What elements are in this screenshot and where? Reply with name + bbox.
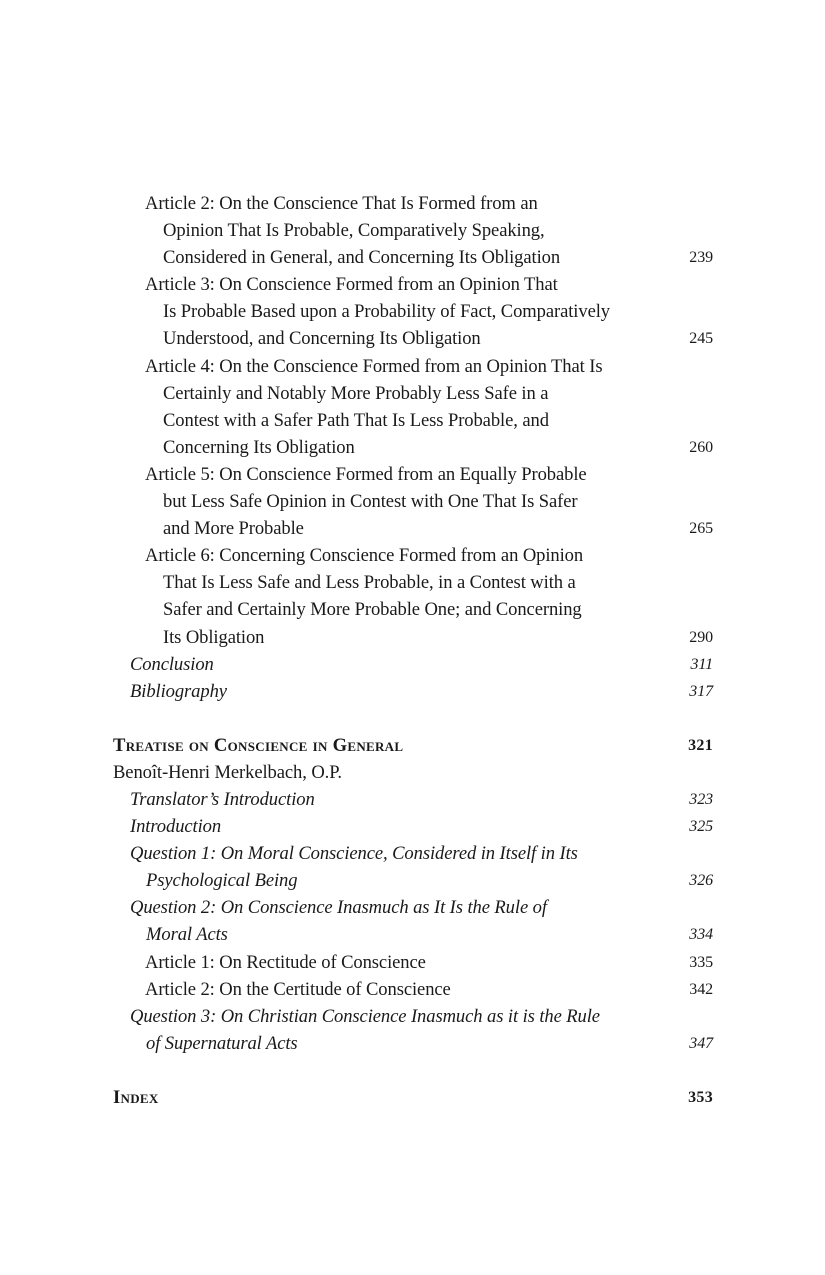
toc-entry-item[interactable]: [0, 840, 825, 894]
toc-entry-article[interactable]: [0, 976, 825, 1003]
toc-page-number: 317: [689, 682, 713, 700]
toc-entry-section[interactable]: [0, 732, 825, 759]
toc-entry-title-continuation: Opinion That Is Probable, Comparatively Speaking,: [163, 220, 545, 242]
toc-page-number: 325: [689, 818, 713, 836]
toc-entry-title: Article 2: On the Conscience That Is Formed from an: [145, 193, 538, 214]
toc-entry-title: Conclusion 311: [0, 651, 825, 678]
toc-entry-title: Article 3: On Conscience Formed from an Opinion That: [145, 274, 558, 296]
toc-page-number: 245: [689, 330, 713, 348]
toc-entry-title: Benoît-Henri Merkelbach, O.P.: [113, 761, 342, 783]
toc-entry-title: Article 6: Concerning Conscience Formed from an Opinion: [145, 545, 584, 567]
toc-entry-title: Question 3: On Christian Conscience Inasmuch as it is the Rule: [130, 1005, 600, 1027]
toc-page-number: 321: [688, 736, 713, 754]
toc-entry-title-continuation: Safer and Certainly More Probable One; and Concerning: [163, 599, 582, 621]
toc-entry-title: Introduction 325: [0, 813, 825, 840]
toc-entry-item[interactable]: [0, 813, 825, 840]
toc-entry-item[interactable]: [0, 651, 825, 678]
toc-entry-title-continuation: Understood, and Concerning Its Obligation 245: [0, 325, 825, 352]
toc-entry-title: Question 2: On Conscience Inasmuch as It Is the Rule of: [130, 897, 547, 919]
toc-entry-title-continuation: Its Obligation 290: [0, 624, 825, 651]
toc-entry-title-continuation: Concerning Its Obligation 260: [0, 434, 825, 461]
toc-page-number: 347: [689, 1034, 713, 1052]
toc-entry-title-continuation: and More Probable 265: [0, 515, 825, 542]
toc-entry-article[interactable]: [0, 271, 825, 352]
toc-entry-section[interactable]: [0, 1084, 825, 1111]
toc-entry-title-continuation: Considered in General, and Concerning Its Obligation 239: [0, 244, 825, 271]
toc-entry-title-continuation: Is Probable Based upon a Probability of Fact, Comparatively: [163, 301, 610, 323]
toc-entry-title-continuation: but Less Safe Opinion in Contest with One That Is Safer: [163, 491, 578, 513]
toc-entry-title: Article 1: On Rectitude of Conscience 335: [0, 949, 825, 976]
toc-entry-section[interactable]: [0, 759, 825, 786]
toc-entry-item[interactable]: [0, 1003, 825, 1057]
toc-entry-title: Article 4: On the Conscience Formed from an Opinion That Is: [145, 355, 603, 377]
section-spacer: [0, 705, 825, 732]
toc-entry-title-continuation: Contest with a Safer Path That Is Less Probable, and: [163, 409, 549, 431]
toc-page-number: 335: [689, 953, 713, 971]
toc-entry-title-continuation: That Is Less Safe and Less Probable, in a Contest with a: [163, 572, 576, 594]
section-spacer: [0, 1057, 825, 1084]
toc-page-number: 334: [689, 926, 713, 944]
table-of-contents: [0, 190, 825, 1111]
toc-entry-article[interactable]: [0, 190, 825, 271]
toc-entry-title-continuation: Moral Acts 334: [0, 921, 825, 948]
toc-entry-title: Article 2: On the Certitude of Conscience 342: [0, 976, 825, 1003]
toc-entry-article[interactable]: [0, 461, 825, 542]
toc-entry-title: Translator’s Introduction 323: [0, 786, 825, 813]
toc-page-number: 342: [689, 980, 713, 998]
toc-entry-title: Article 5: On Conscience Formed from an Equally Probable: [145, 463, 587, 485]
toc-page-number: 353: [688, 1088, 713, 1106]
toc-entry-article[interactable]: [0, 353, 825, 461]
toc-entry-item[interactable]: [0, 894, 825, 948]
toc-entry-title: Treatise on Conscience in General 321: [0, 732, 825, 759]
toc-page-number: 290: [689, 628, 713, 646]
toc-entry-title: Index 353: [0, 1084, 825, 1111]
toc-page-number: 239: [689, 249, 713, 267]
toc-page-number: 260: [689, 438, 713, 456]
toc-entry-title-continuation: Psychological Being 326: [0, 867, 825, 894]
toc-entry-article[interactable]: [0, 949, 825, 976]
toc-entry-title-continuation: Certainly and Notably More Probably Less Safe in a: [163, 382, 549, 404]
toc-page-number: 265: [689, 520, 713, 538]
toc-entry-title: Bibliography 317: [0, 678, 825, 705]
toc-page-number: 311: [690, 655, 713, 673]
toc-entry-article[interactable]: [0, 542, 825, 650]
toc-entry-item[interactable]: [0, 786, 825, 813]
toc-page-number: 326: [689, 872, 713, 890]
toc-entry-title-continuation: of Supernatural Acts 347: [0, 1030, 825, 1057]
toc-entry-title: Question 1: On Moral Conscience, Considered in Itself in Its: [130, 843, 578, 865]
toc-entry-item[interactable]: [0, 678, 825, 705]
toc-page-number: 323: [689, 790, 713, 808]
